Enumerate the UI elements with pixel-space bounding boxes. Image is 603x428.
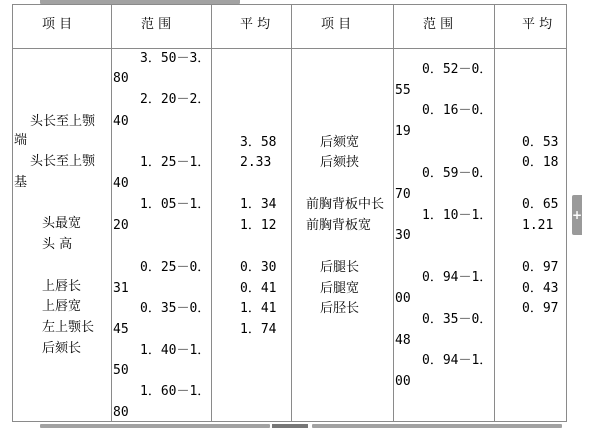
average-3: 1．34 [240, 197, 277, 212]
average-7: 1．41 [240, 301, 277, 316]
item-labrum-length: 上唇长 [42, 279, 82, 294]
range2-1-b: 55 [395, 83, 411, 98]
range-6-b: 45 [113, 322, 129, 337]
average-5: 0．30 [240, 260, 277, 275]
table-border-top [12, 4, 567, 5]
range-4-b: 20 [113, 218, 129, 233]
item-postmentum-width: 后颏宽 [320, 135, 360, 150]
range-4-a: 1．05－1． [140, 197, 211, 212]
range2-4-a: 1．10－1． [422, 208, 493, 223]
table-border-left [12, 4, 13, 422]
average2-5: 0．97 [522, 260, 559, 275]
item-hind-femur-width: 后腿宽 [320, 281, 360, 296]
range2-6-a: 0．35－0． [422, 312, 493, 327]
average-8: 1．74 [240, 322, 277, 337]
range2-5-a: 0．94－1． [422, 270, 493, 285]
item-postmentum-narrow: 后颏挟 [320, 155, 360, 170]
header-average: 平 均 [240, 17, 271, 32]
item-head-length-to-mandible-tip-cont: 端 [14, 133, 28, 148]
range2-7-b: 00 [395, 374, 411, 389]
column-divider-3 [291, 4, 292, 422]
average-1: 3．58 [240, 135, 277, 150]
table-border-right [566, 4, 567, 422]
table-border-bottom [12, 421, 567, 422]
average2-2: 0．18 [522, 155, 559, 170]
header-item-2: 项 目 [321, 17, 352, 32]
range2-2-b: 19 [395, 124, 411, 139]
item-pronotum-width: 前胸背板宽 [306, 218, 372, 233]
range-1-b: 80 [113, 71, 129, 86]
item-head-length-to-mandible-base: 头长至上颚 [30, 154, 96, 169]
range-2-b: 40 [113, 114, 129, 129]
range-3-b: 40 [113, 176, 129, 191]
item-head-length-to-mandible-tip: 头长至上颚 [30, 114, 96, 129]
item-head-length-to-mandible-base-cont: 基 [14, 175, 28, 190]
column-divider-2 [211, 4, 212, 422]
range-2-a: 2．20－2． [140, 92, 211, 107]
range2-4-b: 30 [395, 228, 411, 243]
header-range-2: 范 围 [423, 17, 454, 32]
range2-7-a: 0．94－1． [422, 353, 493, 368]
average2-6: 0．43 [522, 281, 559, 296]
expand-side-tab[interactable] [572, 195, 582, 235]
range-5-a: 0．25－0． [140, 260, 211, 275]
range2-2-a: 0．16－0． [422, 103, 493, 118]
item-hind-femur-length: 后腿长 [320, 260, 360, 275]
item-left-mandible-length: 左上颚长 [42, 320, 95, 335]
header-average-2: 平 均 [522, 17, 553, 32]
range2-1-a: 0．52－0． [422, 62, 493, 77]
average2-4: 1.21 [522, 218, 554, 233]
cropped-footer-marker [272, 424, 308, 428]
range-6-a: 0．35－0． [140, 301, 211, 316]
range2-3-a: 0．59－0． [422, 166, 493, 181]
item-postmentum-length: 后颏长 [42, 341, 82, 356]
cropped-footer-text-2 [312, 424, 562, 428]
item-labrum-width: 上唇宽 [42, 299, 82, 314]
column-divider-4 [393, 4, 394, 422]
item-head-height: 头 高 [42, 237, 73, 252]
average-6: 0．41 [240, 281, 277, 296]
average2-7: 0．97 [522, 301, 559, 316]
item-hind-tibia-length: 后胫长 [320, 301, 360, 316]
header-separator [12, 48, 567, 49]
average2-1: 0．53 [522, 135, 559, 150]
range-7-a: 1．40－1． [140, 343, 211, 358]
range-3-a: 1．25－1． [140, 155, 211, 170]
cropped-footer-text [40, 424, 270, 428]
range2-5-b: 00 [395, 291, 411, 306]
range-8-b: 80 [113, 405, 129, 420]
range-7-b: 50 [113, 363, 129, 378]
item-pronotum-median-length: 前胸背板中长 [306, 197, 385, 212]
header-range: 范 围 [141, 17, 172, 32]
column-divider-1 [111, 4, 112, 422]
range-8-a: 1．60－1． [140, 384, 211, 399]
average-4: 1．12 [240, 218, 277, 233]
average2-3: 0．65 [522, 197, 559, 212]
range-1-a: 3．50－3． [140, 51, 211, 66]
header-item: 项 目 [42, 17, 73, 32]
range2-3-b: 70 [395, 187, 411, 202]
average-2: 2.33 [240, 155, 272, 170]
column-divider-5 [494, 4, 495, 422]
range2-6-b: 48 [395, 333, 411, 348]
range-5-b: 31 [113, 281, 129, 296]
item-max-head-width: 头最宽 [42, 216, 82, 231]
plus-icon: + [572, 208, 583, 222]
